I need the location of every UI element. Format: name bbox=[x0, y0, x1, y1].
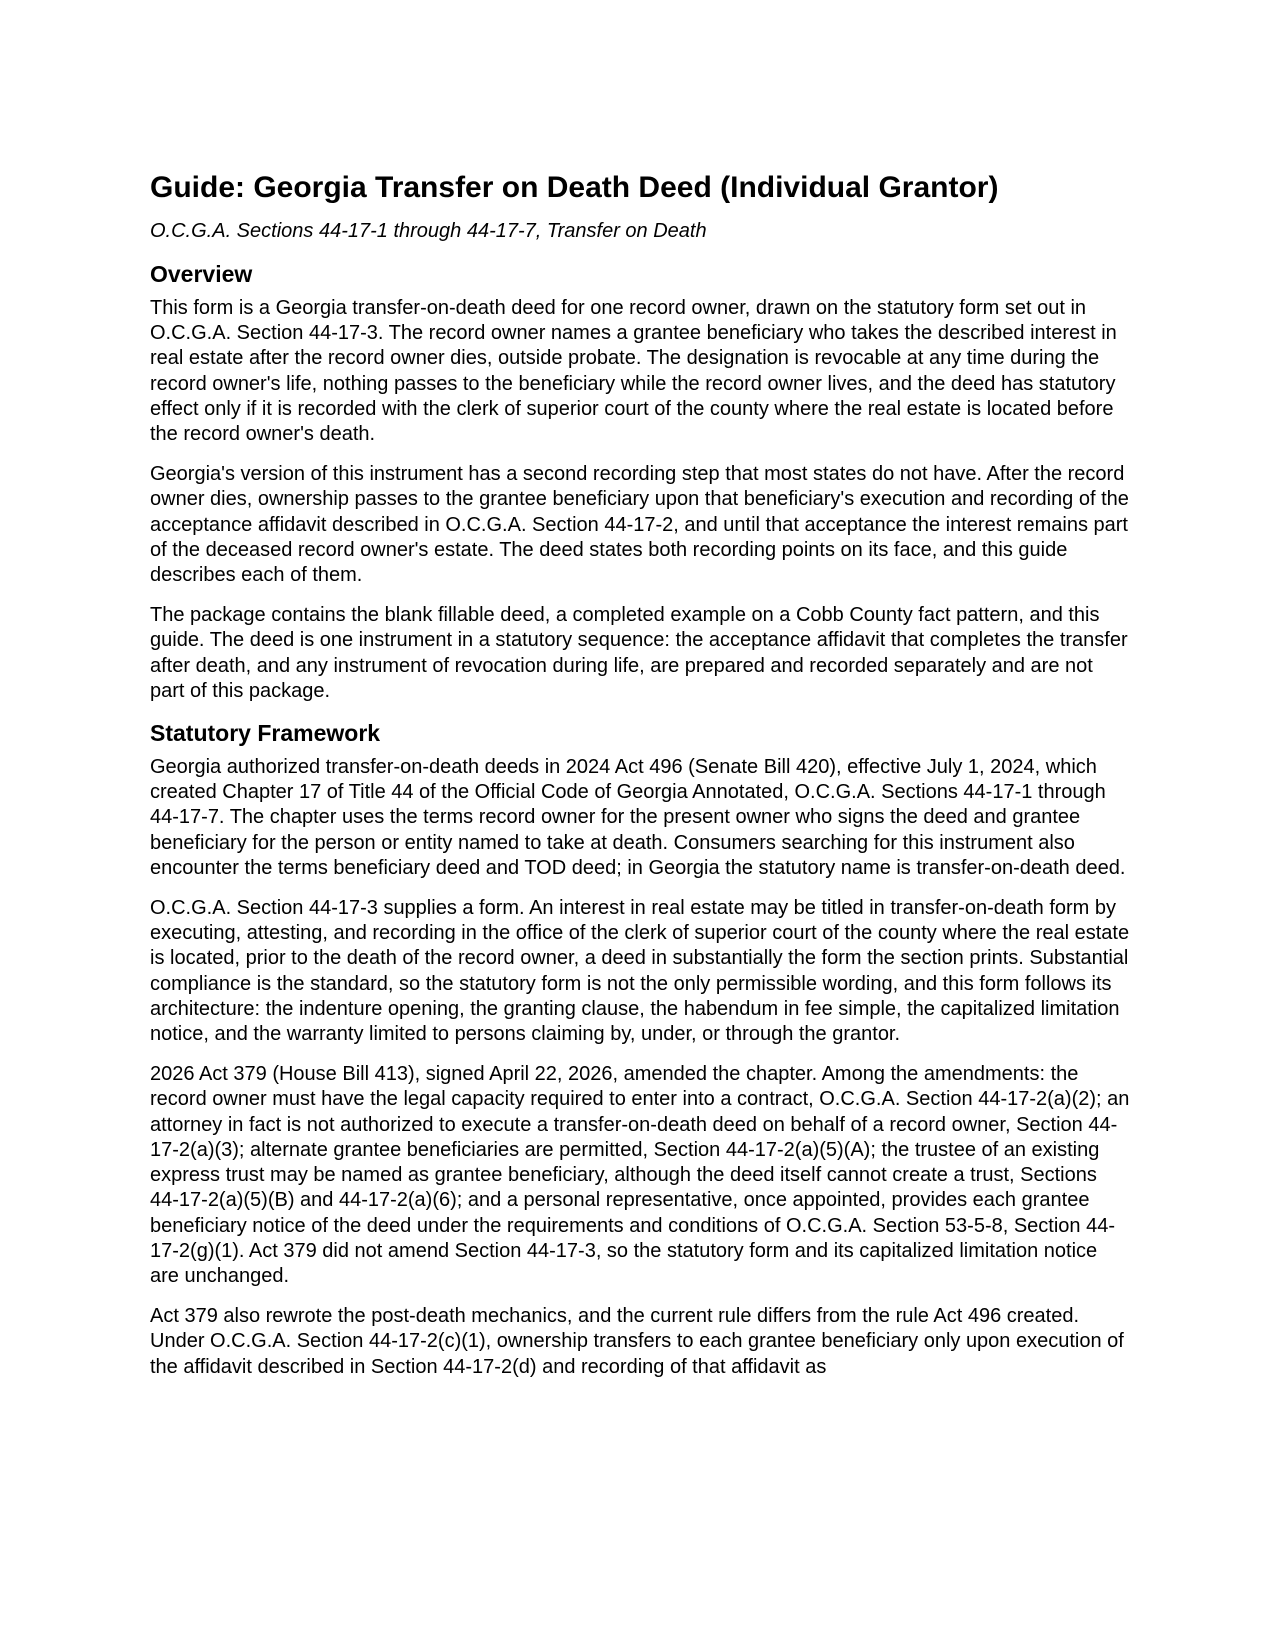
section-heading: Statutory Framework bbox=[150, 720, 381, 747]
document-subtitle: O.C.G.A. Sections 44-17-1 through 44-17-7, Transfer on Death bbox=[150, 220, 707, 242]
paragraph: 2026 Act 379 (House Bill 413), signed April 22, 2026, amended the chapter. Among the amendments: the record owner must have the legal capacity required to enter into a contract, O.C.G.A. Section 44-17-2(a)(2); an attorney in fact is not authorized to execute a transfer-on-death deed on behalf of a record owner, Section 44-17-2(a)(3); alternate grantee beneficiaries are permitted, Section 44-17-2(a)(5)(A); the trustee of an existing express trust may be named as grantee beneficiary, although the deed itself cannot create a trust, Sections 44-17-2(a)(5)(B) and 44-17-2(a)(6); and a personal representative, once appointed, provides each grantee beneficiary notice of the deed under the requirements and conditions of O.C.G.A. Section 53-5-8, Section 44-17-2(g)(1). Act 379 did not amend Section 44-17-3, so the statutory form and its capitalized limitation notice are unchanged. bbox=[150, 1063, 1130, 1287]
section-statutory-framework bbox=[150, 719, 1130, 1380]
paragraph: Georgia authorized transfer-on-death deeds in 2024 Act 496 (Senate Bill 420), effective July 1, 2024, which created Chapter 17 of Title 44 of the Official Code of Georgia Annotated, O.C.G.A. Sections 44-17-1 through 44-17-7. The chapter uses the terms record owner for the present owner who signs the deed and grantee beneficiary for the person or entity named to take at death. Consumers searching for this instrument also encounter the terms beneficiary deed and TOD deed; in Georgia the statutory name is transfer-on-death deed. bbox=[150, 756, 1126, 879]
paragraph: The package contains the blank fillable deed, a completed example on a Cobb County fact pattern, and this guide. The deed is one instrument in a statutory sequence: the acceptance affidavit that completes the transfer after death, and any instrument of revocation during life, are prepared and recorded separately and are not part of this package. bbox=[150, 604, 1128, 702]
paragraph: O.C.G.A. Section 44-17-3 supplies a form. An interest in real estate may be titled in transfer-on-death form by executing, attesting, and recording in the office of the clerk of superior court of the county where the real estate is located, prior to the death of the record owner, a deed in substantially the form the section prints. Substantial compliance is the standard, so the statutory form is not the only permissible wording, and this form follows its architecture: the indenture opening, the granting clause, the habendum in fee simple, the capitalized limitation notice, and the warranty limited to persons claiming by, under, or through the grantor. bbox=[150, 897, 1130, 1046]
section-overview bbox=[150, 260, 1130, 704]
paragraph: Georgia's version of this instrument has a second recording step that most states do not have. After the record owner dies, ownership passes to the grantee beneficiary upon that beneficiary's execution and recording of the acceptance affidavit described in O.C.G.A. Section 44-17-2, and until that acceptance the interest remains part of the deceased record owner's estate. The deed states both recording points on its face, and this guide describes each of them. bbox=[150, 463, 1129, 587]
document-title: Guide: Georgia Transfer on Death Deed (Individual Grantor) bbox=[150, 171, 999, 204]
section-heading: Overview bbox=[150, 261, 253, 287]
paragraph: This form is a Georgia transfer-on-death deed for one record owner, drawn on the statutory form set out in O.C.G.A. Section 44-17-3. The record owner names a grantee beneficiary who takes the described interest in real estate after the record owner dies, outside probate. The designation is revocable at any time during the record owner's life, nothing passes to the beneficiary while the record owner lives, and the deed has statutory effect only if it is recorded with the clerk of superior court of the county where the real estate is located before the record owner's death. bbox=[150, 297, 1117, 446]
paragraph: Act 379 also rewrote the post-death mechanics, and the current rule differs from the rule Act 496 created. Under O.C.G.A. Section 44-17-2(c)(1), ownership transfers to each grantee beneficiary only upon execution of the affidavit described in Section 44-17-2(d) and recording of that affidavit as bbox=[150, 1305, 1124, 1378]
document-page bbox=[150, 170, 1130, 1395]
